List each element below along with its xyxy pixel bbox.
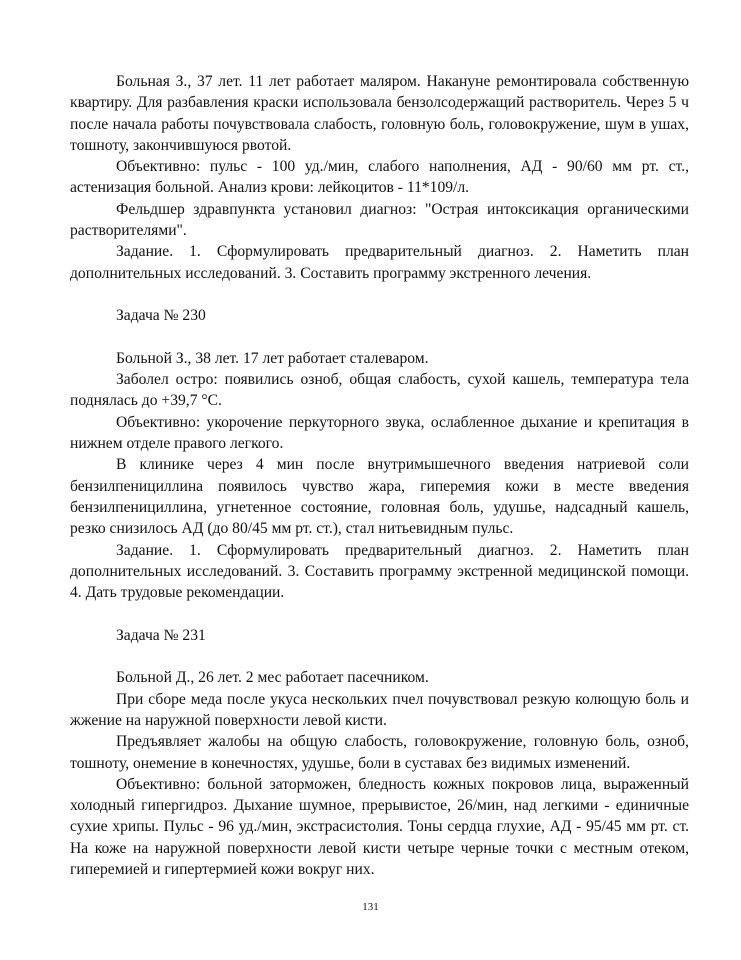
case-230-title: Задача № 230 [116,307,206,325]
spacer [70,327,689,348]
spacer [70,603,689,624]
case-229-paragraph-3: Фельдшер здравпункта установил диагноз: "Острая интоксикация органическими растворителями". [70,200,689,240]
case-231-paragraph-2: При сборе меда после укуса нескольких пчел почувствовал резкую колющую боль и жжение на наружной поверхности левой кисти. [70,690,689,729]
case-229-paragraph-2: Объективно: пульс - 100 уд./мин, слабого наполнения, АД - 90/60 мм рт. ст., астенизация больной. Анализ крови: лейкоцитов - 11*109/л. [70,158,689,197]
page-number: 131 [362,901,379,913]
page-content [70,71,689,880]
case-231-title: Задача № 231 [116,626,206,644]
spacer [70,284,689,305]
case-231-paragraph-1: Больной Д., 26 лет. 2 мес работает пасечником. [116,669,429,687]
spacer [70,646,689,667]
case-230-paragraph-3: Объективно: укорочение перкуторного звука, ослабленное дыхание и крепитация в нижнем отделе правого легкого. [70,413,689,453]
case-230-paragraph-2: Заболел остро: появились озноб, общая слабость, сухой кашель, температура тела поднялась до +39,7 °С. [70,371,689,410]
case-231-paragraph-3: Предъявляет жалобы на общую слабость, головокружение, головную боль, озноб, тошноту, онемение в конечностях, удушье, боли в суставах без видимых изменений. [70,733,689,772]
case-230-paragraph-1: Больной З., 38 лет. 17 лет работает сталеваром. [116,349,429,367]
case-230-paragraph-5: Задание. 1. Сформулировать предварительный диагноз. 2. Наметить план дополнительных исследований. 3. Составить программу экстренной медицинской помощи. 4. Дать трудовые рекомендации. [70,541,689,602]
case-231-paragraph-4: Объективно: больной заторможен, бледность кожных покровов лица, выраженный холодный гипергидроз. Дыхание шумное, прерывистое, 26/мин, над легкими - единичные сухие хрипы. Пульс - 96 уд./мин, экстрасистолия. Тоны сердца глухие, АД - 95/45 мм рт. ст. На коже на наружной поверхности левой кисти четыре черные точки с местным отеком, гиперемией и гипертермией кожи вокруг них. [70,775,689,878]
case-229-paragraph-4: Задание. 1. Сформулировать предварительный диагноз. 2. Наметить план дополнительных исследований. 3. Составить программу экстренного лечения. [70,243,689,282]
case-230-paragraph-4: В клинике через 4 мин после внутримышечного введения натриевой соли бензилпенициллина появилось чувство жара, гиперемия кожи в месте введения бензилпенициллина, угнетенное состояние, головная боль, удушье, надсадный кашель, резко снизилось АД (до 80/45 мм рт. ст.), стал нитьевидным пульс. [70,456,689,538]
case-229-paragraph-1: Больная З., 37 лет. 11 лет работает маляром. Накануне ремонтировала собственную квартиру. Для разбавления краски использовала бензолсодержащий растворитель. Через 5 ч после начала работы почувствовала слабость, головную боль, головокружение, шум в ушах, тошноту, закончившуюся рвотой. [70,73,689,154]
